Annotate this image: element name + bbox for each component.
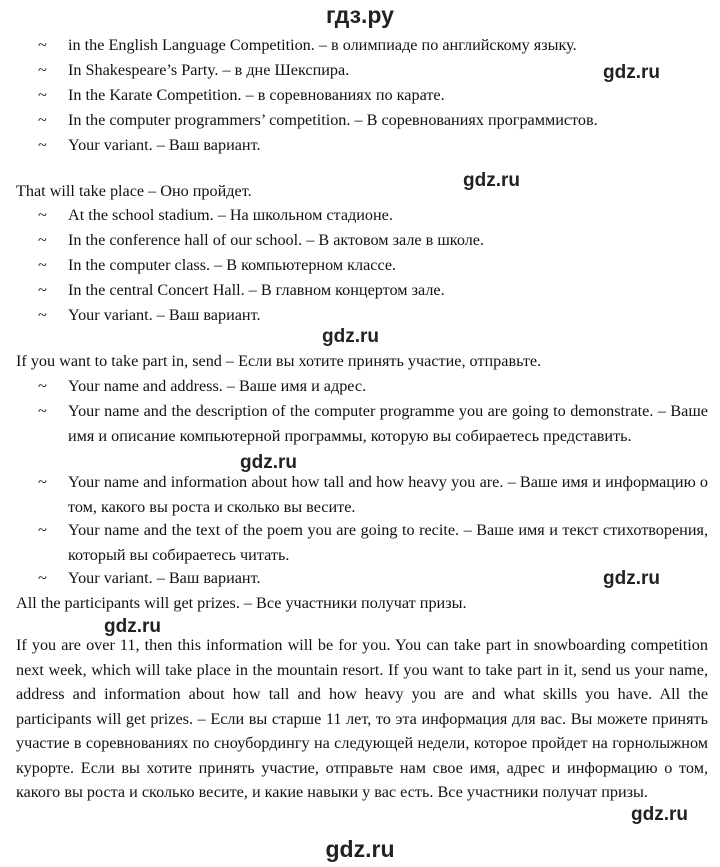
tilde-bullet-icon: ~ [38, 61, 47, 79]
tilde-bullet-icon: ~ [38, 111, 47, 129]
tilde-bullet-icon: ~ [38, 521, 47, 539]
final-paragraph: If you are over 11, then this information will be for you. You can take part in snowboarding competition next week, which will take place in the mountain resort. If you want to take part in it, send us your name, address and information about how tall and how heavy you are and what skills you have. All the participants will get prizes. – Если вы старше 11 лет, то эта информация для вас. Вы можете принять участие в соревнованиях по сноубордингу на следующей недели, которое пройдет на горнолыжном курорте. Если вы хотите принять участие, отправьте нам свое имя, адрес и информацию о том, какого вы роста и сколько весите, и какие навыки у вас есть. Все участники получат призы. [16, 636, 708, 801]
tilde-bullet-icon: ~ [38, 36, 47, 54]
list-item: ~ Your name and the description of the computer programme you are going to demonstrate. – Ваше имя и описание компьютерной программы, которую вы собираетесь представить. [38, 399, 708, 448]
list-item: ~ Your name and the text of the poem you are going to recite. – Ваше имя и текст стихотворения, который вы собираетесь читать. [38, 518, 708, 567]
tilde-bullet-icon: ~ [38, 473, 47, 491]
list-item: ~ Your variant. – Ваш вариант. [38, 133, 708, 158]
tilde-bullet-icon: ~ [38, 377, 47, 395]
prizes-line: All the participants will get prizes. – Все участники получат призы. [16, 594, 467, 612]
tilde-bullet-icon: ~ [38, 569, 47, 587]
list-item: ~ In the central Concert Hall. – В главном концертом зале. [38, 278, 708, 303]
list-item: ~ In the Karate Competition. – в соревнованиях по карате. [38, 83, 708, 108]
list-item: ~ Your variant. – Ваш вариант. [38, 566, 708, 591]
tilde-bullet-icon: ~ [38, 281, 47, 299]
tilde-bullet-icon: ~ [38, 256, 47, 274]
site-footer: gdz.ru [325, 836, 395, 862]
section-heading: That will take place – Оно пройдет. [16, 182, 252, 200]
tilde-bullet-icon: ~ [38, 231, 47, 249]
section-heading: If you want to take part in, send – Если вы хотите принять участие, отправьте. [16, 352, 542, 370]
tilde-bullet-icon: ~ [38, 136, 47, 154]
watermark: gdz.ru [631, 804, 688, 825]
watermark: gdz.ru [463, 170, 520, 191]
watermark: gdz.ru [603, 568, 660, 589]
list-item: ~ In the computer class. – В компьютерном классе. [38, 253, 708, 278]
list-item: ~ Your name and information about how tall and how heavy you are. – Ваше имя и информацию о том, какого вы роста и сколько вы весите. [38, 470, 708, 519]
watermark: gdz.ru [603, 62, 660, 83]
tilde-bullet-icon: ~ [38, 306, 47, 324]
list-item: ~ Your variant. – Ваш вариант. [38, 303, 708, 328]
tilde-bullet-icon: ~ [38, 402, 47, 420]
watermark: gdz.ru [240, 452, 297, 473]
site-header-title: гдз.ру [326, 2, 394, 28]
list-item: ~ At the school stadium. – На школьном стадионе. [38, 203, 708, 228]
list-item: ~ In Shakespeare’s Party. – в дне Шекспира. [38, 58, 708, 83]
watermark: gdz.ru [322, 326, 379, 347]
list-item: ~ In the conference hall of our school. – В актовом зале в школе. [38, 228, 708, 253]
list-item: ~ In the computer programmers’ competition. – В соревнованиях программистов. [38, 108, 708, 133]
tilde-bullet-icon: ~ [38, 206, 47, 224]
list-item: ~ in the English Language Competition. – в олимпиаде по английскому языку. [38, 33, 708, 58]
tilde-bullet-icon: ~ [38, 86, 47, 104]
watermark: gdz.ru [104, 616, 161, 637]
list-item: ~ Your name and address. – Ваше имя и адрес. [38, 374, 708, 399]
